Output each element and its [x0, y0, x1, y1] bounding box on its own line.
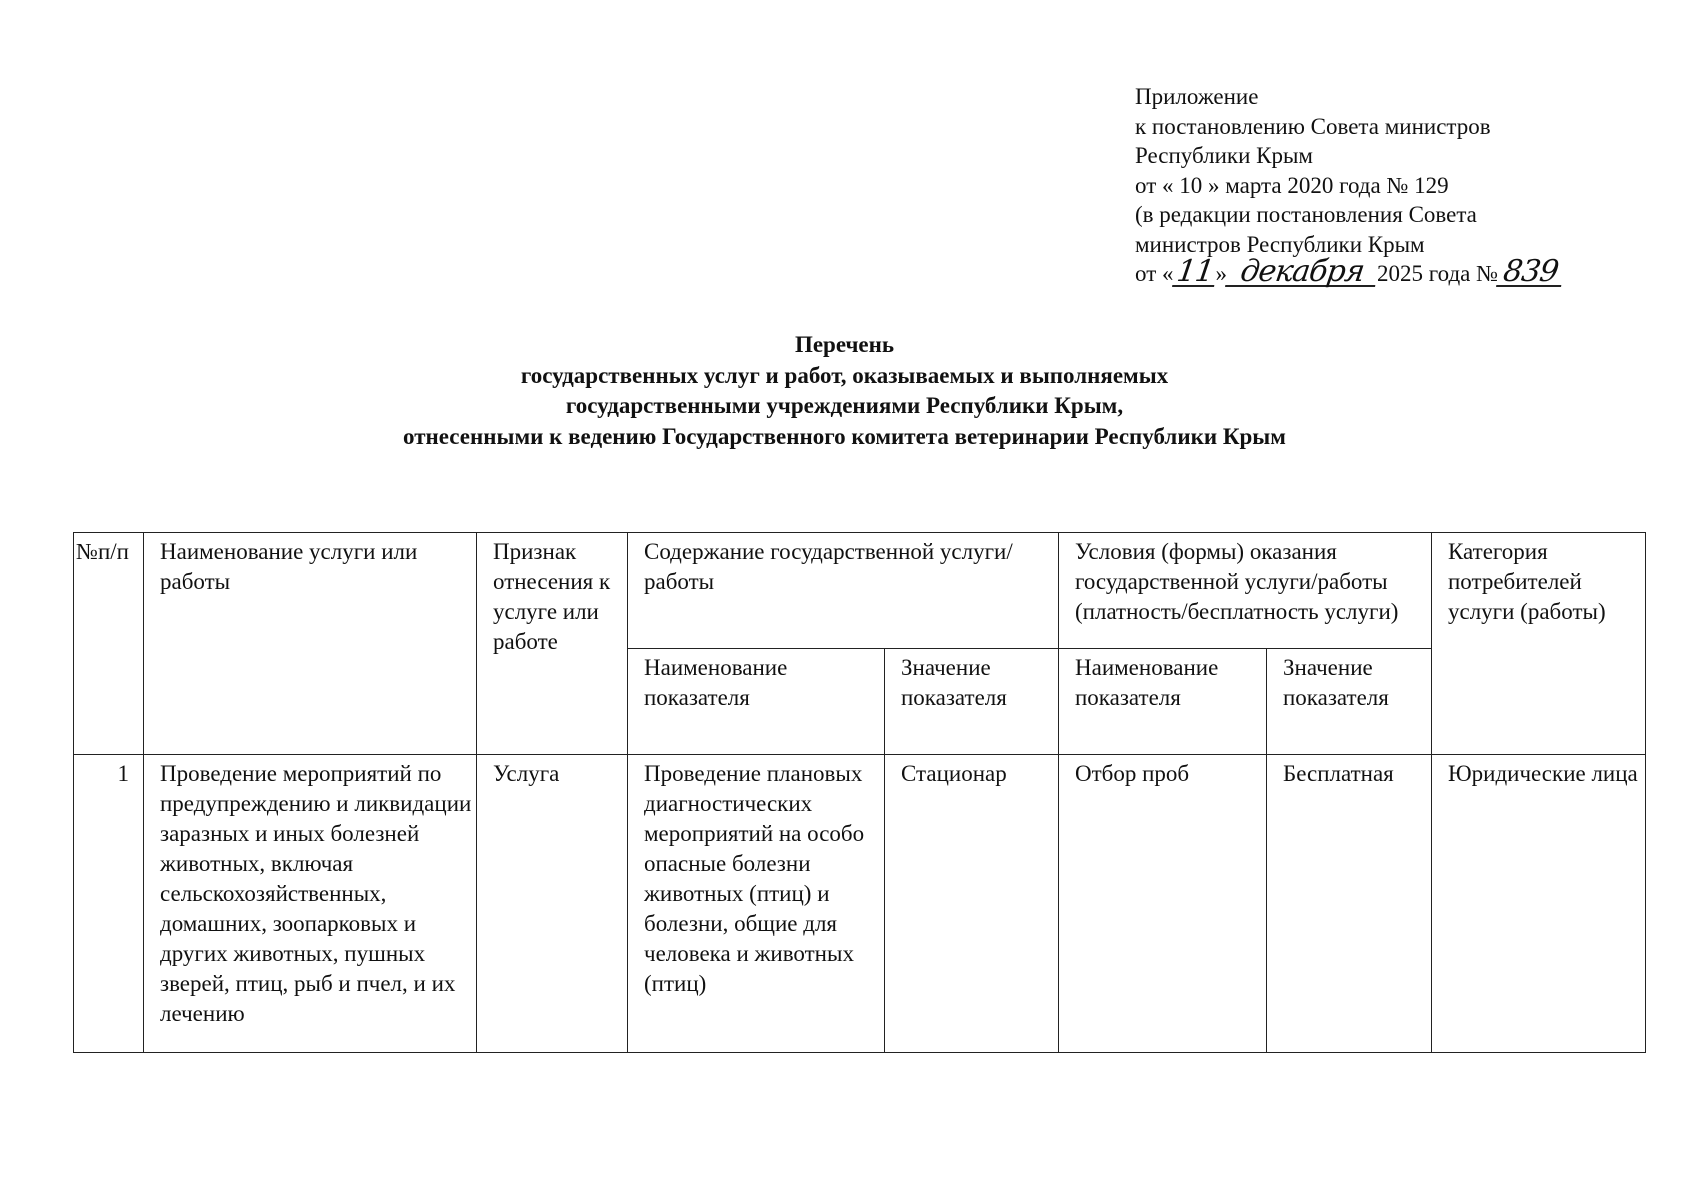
appendix-line: к постановлению Совета министров — [1135, 113, 1491, 139]
header-row-1 — [74, 533, 1646, 649]
date-prefix: от « — [1135, 261, 1174, 286]
header-content: Содержание государственной услуги/работы — [628, 533, 1059, 649]
title-line: государственными учреждениями Республики Крым, — [565, 393, 1124, 418]
row-content-name: Проведение плановых диагностических мероприятий на особо опасные болезни животных (птиц) и болезни, общие для человека и животных (птиц) — [628, 755, 885, 1053]
appendix-line: Республики Крым — [1135, 143, 1313, 168]
title-line: отнесенными к ведению Государственного комитета ветеринарии Республики Крым — [403, 423, 1286, 449]
appendix-line: министров Республики Крым — [1135, 231, 1425, 257]
row-content-value: Стационар — [885, 755, 1059, 1053]
appendix-date-line — [1135, 254, 1655, 289]
row-name: Проведение мероприятий по предупреждению и ликвидации заразных и иных болезней животных, включая сельскохозяйственных, домашних, зоопарковых и других животных, пушных зверей, птиц, рыб и пчел, и их лечению — [144, 755, 477, 1053]
date-mid: » — [1215, 261, 1227, 286]
header-conditions-indicator-value: Значение показателя — [1267, 649, 1432, 755]
services-table-container — [73, 532, 1646, 1053]
header-category: Категория потребителей услуги (работы) — [1432, 533, 1646, 755]
appendix-line: от « 10 » марта 2020 года № 129 — [1135, 172, 1449, 198]
header-content-indicator-name: Наименование показателя — [628, 649, 885, 755]
appendix-block — [1135, 82, 1655, 289]
row-conditions-name: Отбор проб — [1059, 755, 1267, 1053]
header-name: Наименование услуги или работы — [144, 533, 477, 755]
handwritten-month: декабря — [1225, 259, 1379, 287]
header-num: №п/п — [74, 533, 144, 755]
header-sign: Признак отнесения к услуге или работе — [477, 533, 628, 755]
header-conditions: Условия (формы) оказания государственной услуги/работы (платность/бесплатность услуги) — [1059, 533, 1432, 649]
services-table — [73, 532, 1646, 1053]
row-category: Юридические лица — [1432, 755, 1646, 1053]
header-content-indicator-value: Значение показателя — [885, 649, 1059, 755]
title-line: Перечень — [794, 332, 895, 357]
table-row — [74, 755, 1646, 1053]
row-sign: Услуга — [477, 755, 628, 1053]
date-year-text: 2025 года № — [1377, 261, 1499, 286]
appendix-line: (в редакции постановления Совета — [1135, 202, 1477, 227]
title-line: государственных услуг и работ, оказываемых и выполняемых — [520, 362, 1169, 388]
handwritten-day: 11 — [1172, 259, 1218, 287]
document-title — [0, 330, 1689, 452]
row-conditions-value: Бесплатная — [1267, 755, 1432, 1053]
row-num: 1 — [74, 755, 144, 1053]
header-conditions-indicator-name: Наименование показателя — [1059, 649, 1267, 755]
appendix-line: Приложение — [1135, 84, 1259, 109]
handwritten-number: 839 — [1496, 259, 1565, 287]
